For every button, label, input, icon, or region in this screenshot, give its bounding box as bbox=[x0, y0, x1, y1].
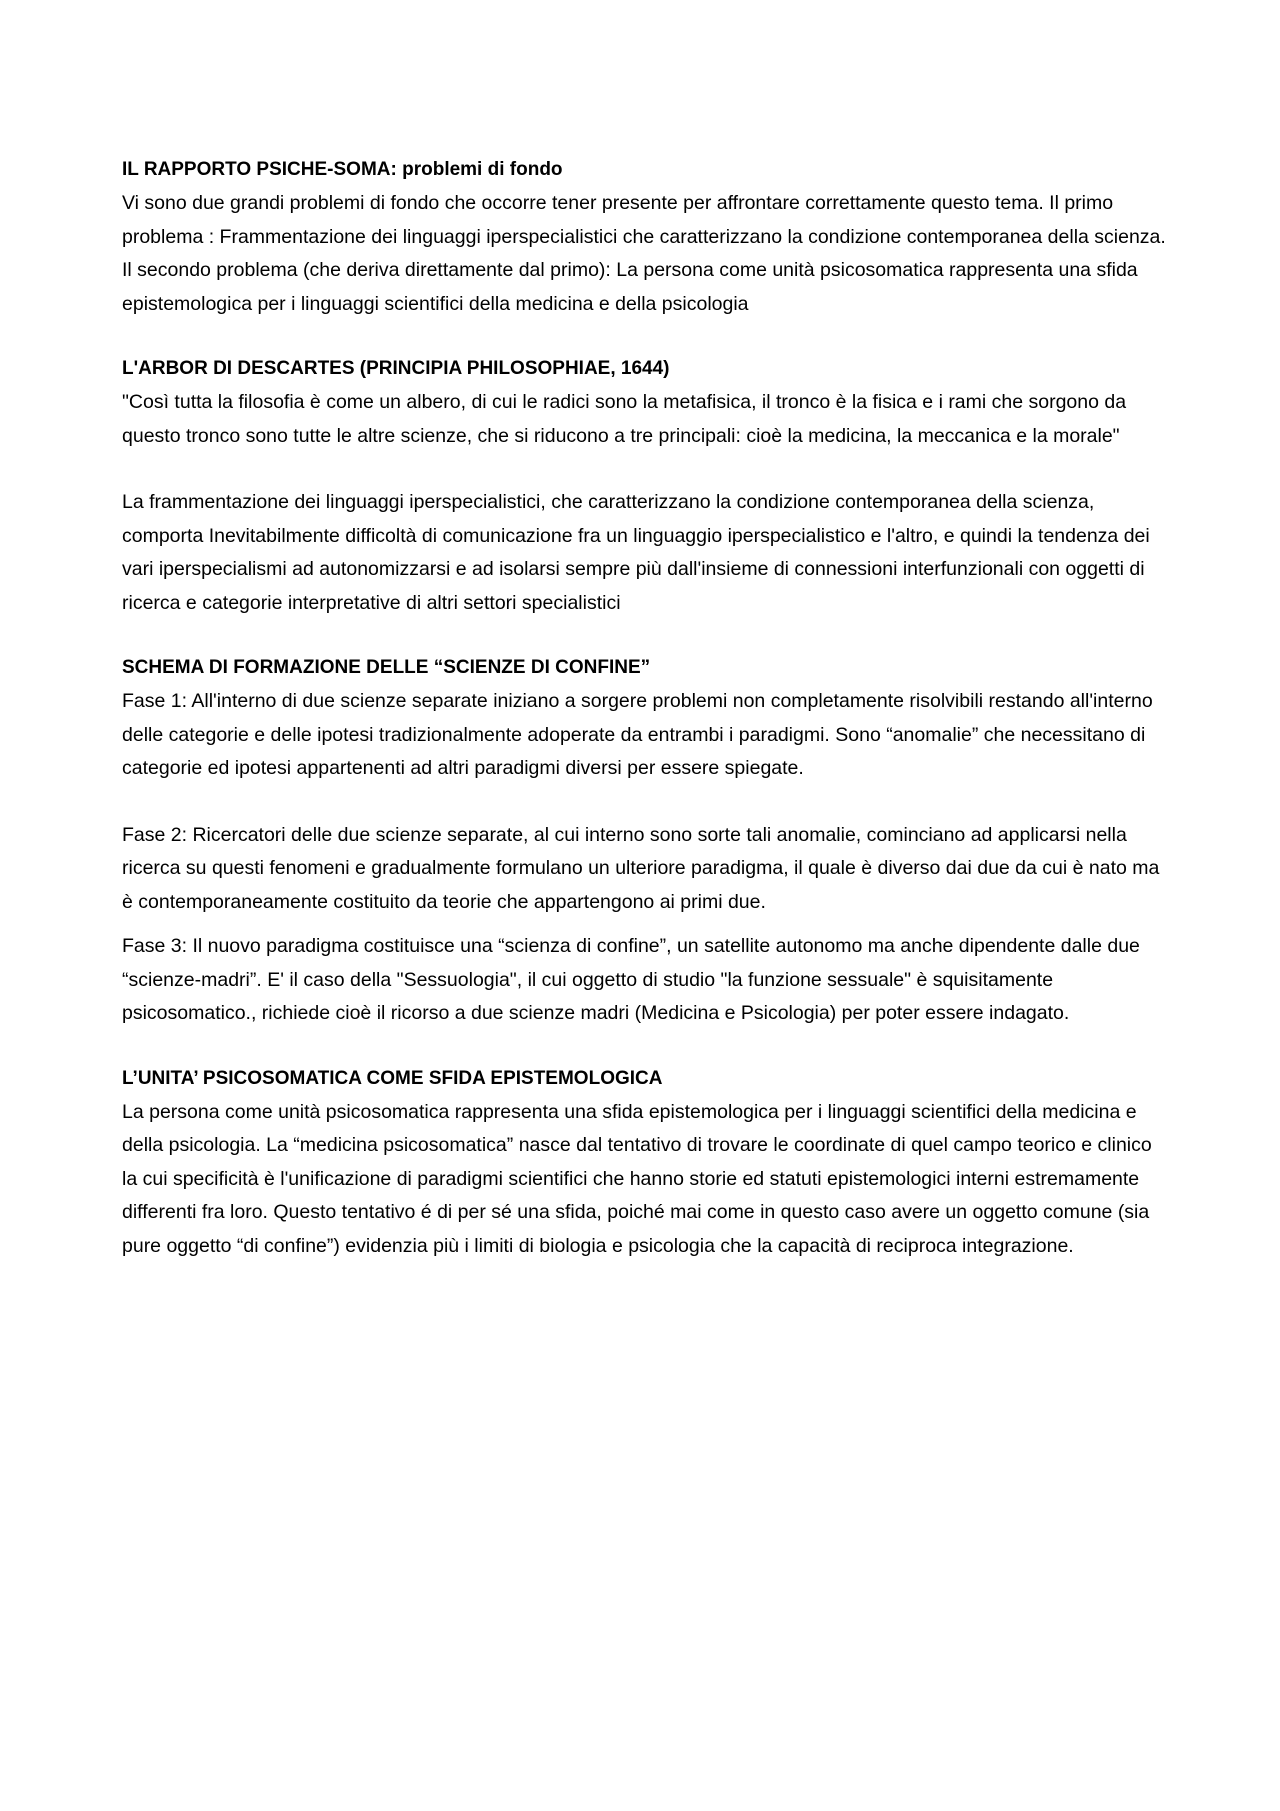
spacer bbox=[122, 786, 1172, 819]
section-heading-scienze-di-confine: SCHEMA DI FORMAZIONE DELLE “SCIENZE DI CONFINE” bbox=[122, 657, 651, 678]
spacer bbox=[122, 620, 1172, 651]
paragraph-fase-2: Fase 2: Ricercatori delle due scienze separate, al cui interno sono sorte tali anomalie, cominciano ad applicarsi nella ricerca su questi fenomeni e gradualmente formulano un ulteriore paradigma, il quale è diverso dai due da cui è nato ma è contemporaneamente costituito da teorie che appartengono ai primi due. bbox=[122, 823, 1160, 913]
spacer bbox=[122, 453, 1172, 486]
section-heading-unita-psicosomatica: L’UNITA’ PSICOSOMATICA COME SFIDA EPISTEMOLOGICA bbox=[122, 1067, 663, 1089]
spacer bbox=[122, 919, 1172, 930]
section-heading-arbor-descartes: L'ARBOR DI DESCARTES (PRINCIPIA PHILOSOPHIAE, 1644) bbox=[122, 358, 670, 379]
section-heading-psiche-soma: IL RAPPORTO PSICHE-SOMA: problemi di fondo bbox=[122, 159, 563, 180]
paragraph-fase-1: Fase 1: All'interno di due scienze separate iniziano a sorgere problemi non completamente risolvibili restando all'interno delle categorie e delle ipotesi tradizionalmente adoperate da entrambi i paradigmi. Sono “anomalie” che necessitano di categorie ed ipotesi appartenenti ad altri paradigmi diversi per essere spiegate. bbox=[122, 690, 1153, 779]
document-page bbox=[122, 153, 1172, 1263]
paragraph-problemi-di-fondo: Vi sono due grandi problemi di fondo che occorre tener presente per affrontare correttamente questo tema. Il primo problema : Frammentazione dei linguaggi iperspecialistici che caratterizzano la condizione contemporanea della scienza. Il secondo problema (che deriva direttamente dal primo): La persona come unità psicosomatica rappresenta una sfida epistemologica per i linguaggi scientifici della medicina e della psicologia bbox=[122, 192, 1166, 315]
paragraph-unita-psicosomatica: La persona come unità psicosomatica rappresenta una sfida epistemologica per i linguaggi scientifici della medicina e della psicologia. La “medicina psicosomatica” nasce dal tentativo di trovare le coordinate di quel campo teorico e clinico la cui specificità è l'unificazione di paradigmi scientifici che hanno storie ed statuti epistemologici interni estremamente differenti fra loro. Questo tentativo é di per sé una sfida, poiché mai come in questo caso avere un oggetto comune (sia pure oggetto “di confine”) evidenzia più i limiti di biologia e psicologia che la capacità di reciproca integrazione. bbox=[122, 1100, 1152, 1257]
paragraph-fase-3: Fase 3: Il nuovo paradigma costituisce una “scienza di confine”, un satellite autonomo ma anche dipendente dalle due “scienze-madri”. E' il caso della "Sessuologia", il cui oggetto di studio "la funzione sessuale" è squisitamente psicosomatico., richiede cioè il ricorso a due scienze madri (Medicina e Psicologia) per poter essere indagato. bbox=[122, 935, 1140, 1024]
paragraph-frammentazione: La frammentazione dei linguaggi iperspecialistici, che caratterizzano la condizione contemporanea della scienza, comporta Inevitabilmente difficoltà di comunicazione fra un linguaggio iperspecialistico e l'altro, e quindi la tendenza dei vari iperspecialismi ad autonomizzarsi e ad isolarsi sempre più dall'insieme di connessioni interfunzionali con oggetti di ricerca e categorie interpretative di altri settori specialistici bbox=[122, 491, 1150, 614]
spacer bbox=[122, 1031, 1172, 1062]
paragraph-descartes-quote: "Così tutta la filosofia è come un albero, di cui le radici sono la metafisica, il tronco è la fisica e i rami che sorgono da questo tronco sono tutte le altre scienze, che si riducono a tre principali: cioè la medicina, la meccanica e la morale" bbox=[122, 391, 1127, 447]
spacer bbox=[122, 321, 1172, 352]
